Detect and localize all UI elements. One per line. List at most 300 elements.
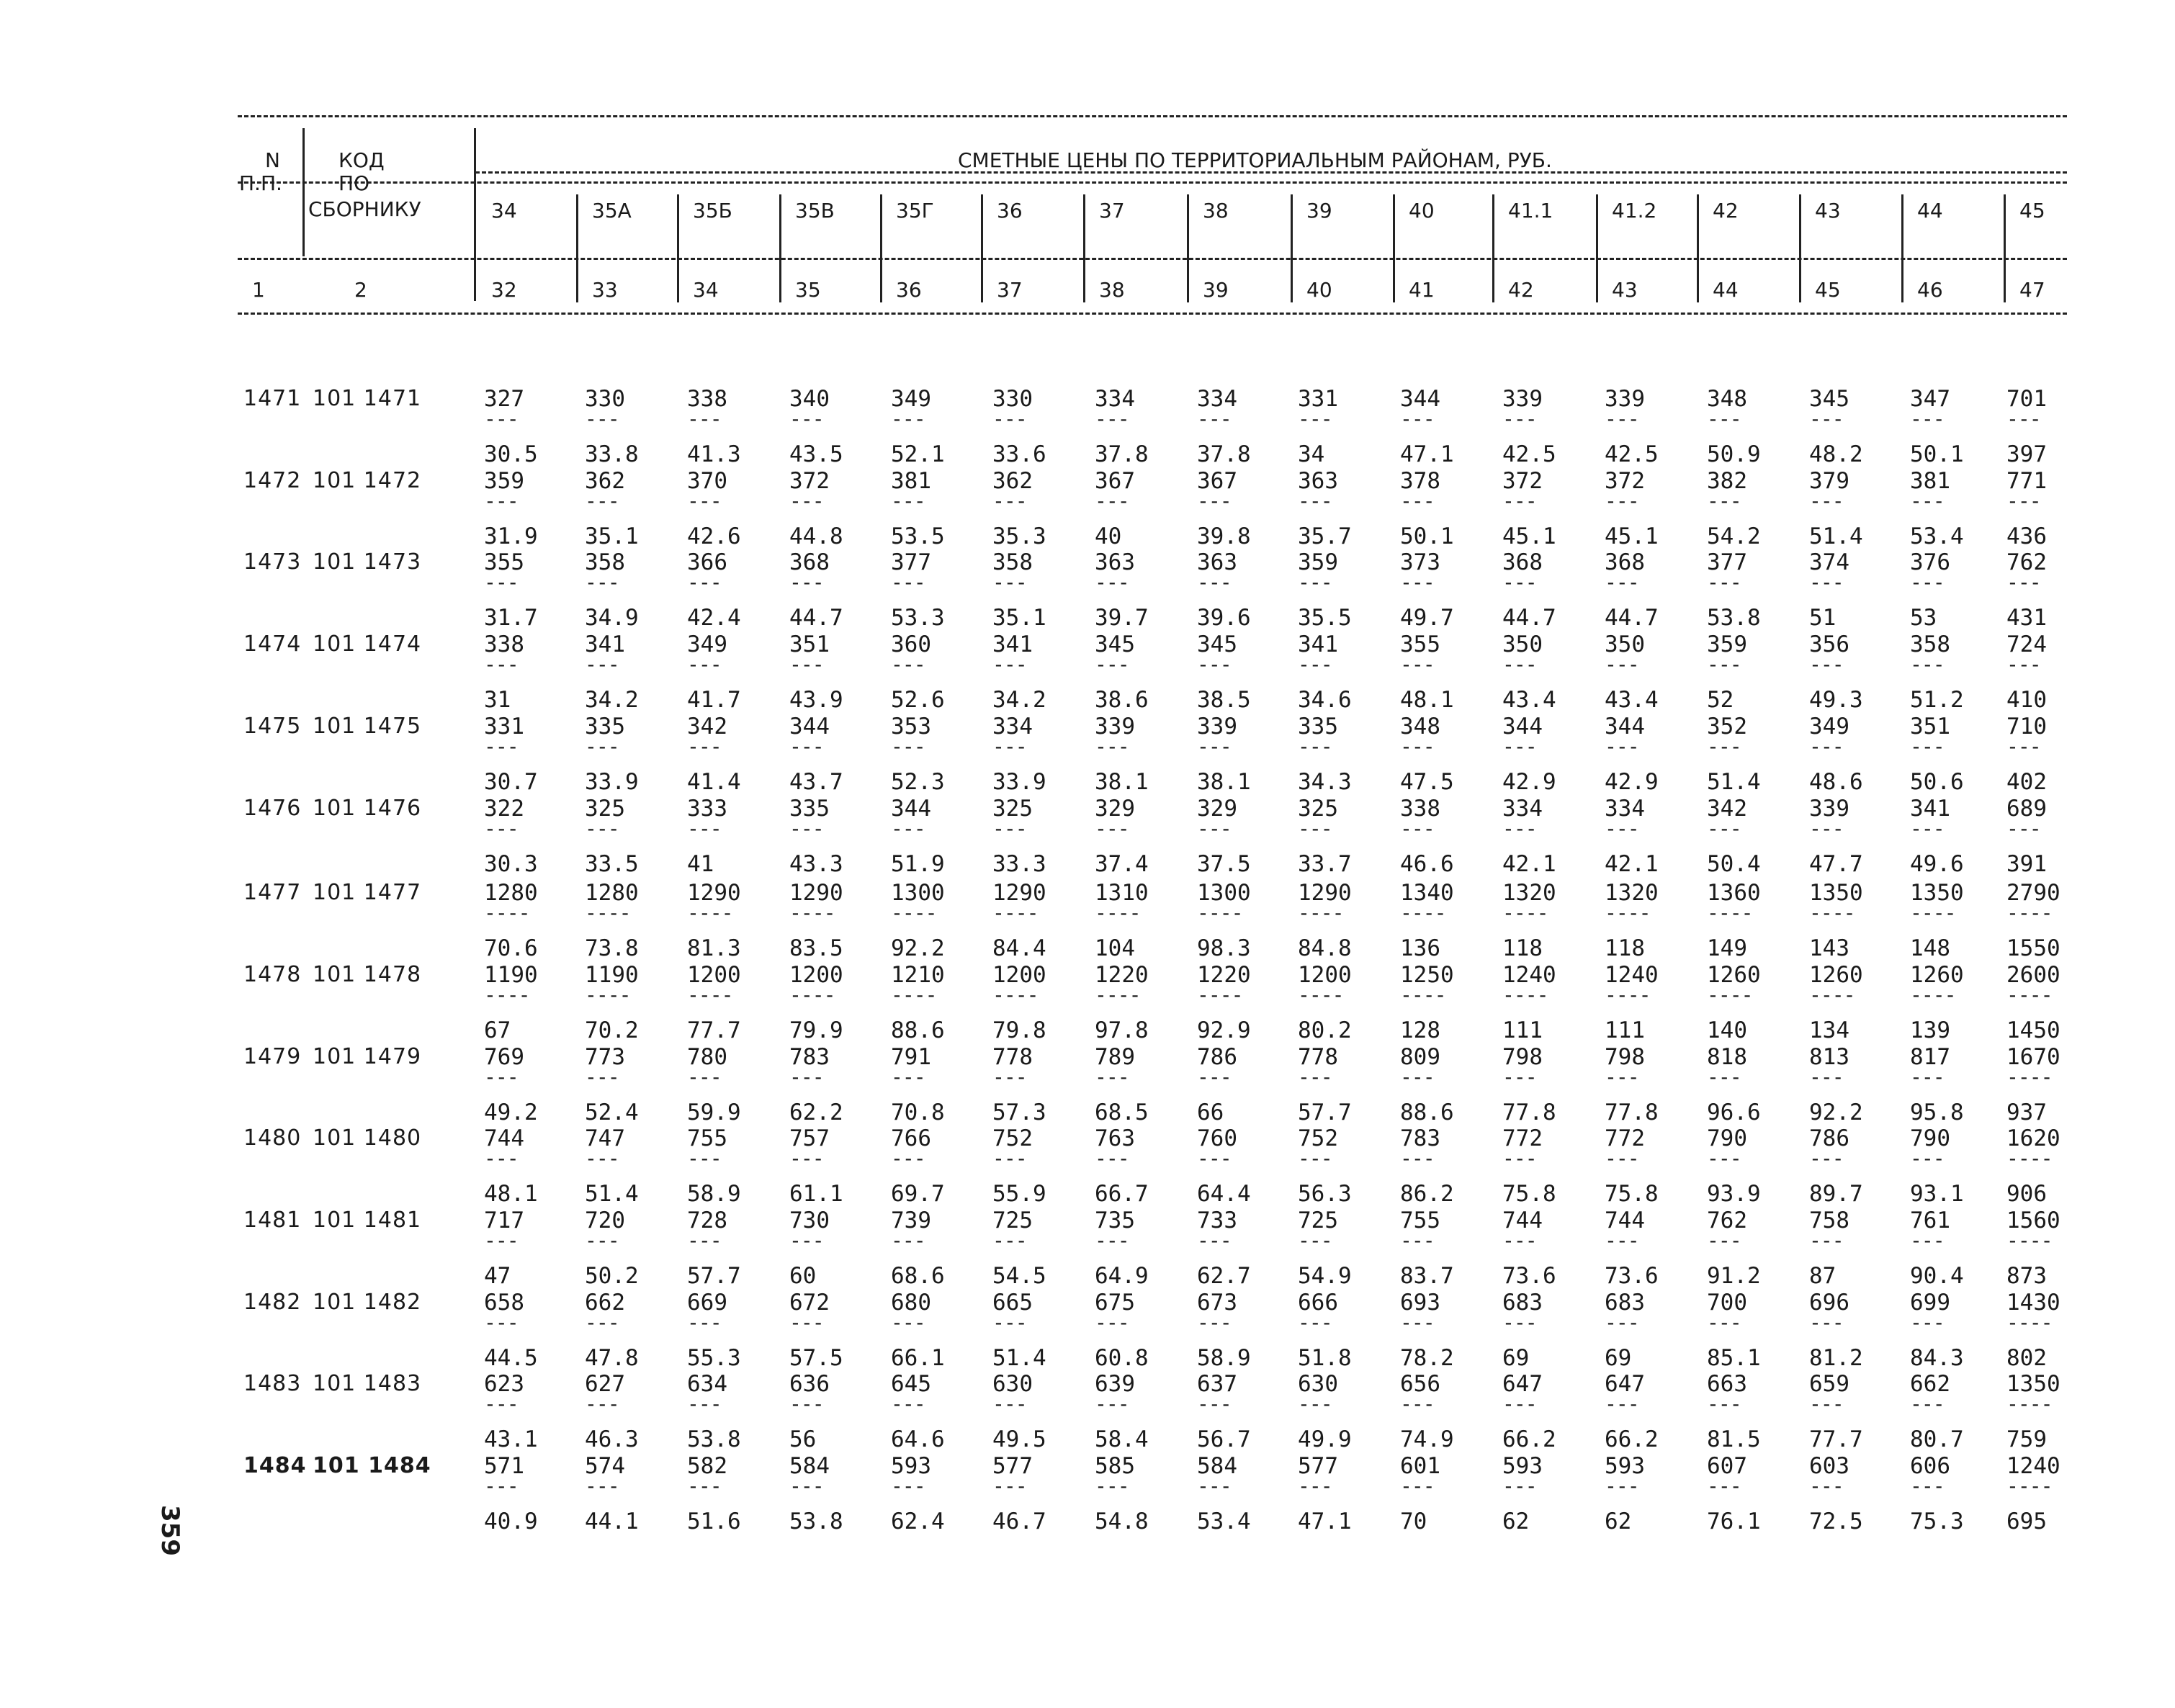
table-cell: 73.6 (1502, 1263, 1556, 1289)
table-cell: 62.2 (789, 1099, 843, 1125)
table-cell: 87 (1809, 1263, 1837, 1289)
table-cell: 48.6 (1809, 768, 1863, 795)
fraction-line: ---- (2006, 1392, 2053, 1416)
table-cell: 366 (687, 549, 727, 576)
table-cell: 335 (789, 795, 830, 822)
table-cell: 760 (1197, 1125, 1237, 1152)
table-cell: 1670 (2006, 1043, 2060, 1070)
col-separator (576, 194, 578, 302)
table-cell: 339 (1809, 795, 1849, 822)
fraction-line: --- (992, 652, 1027, 677)
table-cell: 50.2 (585, 1263, 639, 1289)
fraction-line: --- (1400, 1474, 1435, 1498)
table-cell: 744 (1502, 1208, 1543, 1233)
fraction-line: --- (1298, 652, 1332, 677)
fraction-line: --- (1298, 816, 1332, 840)
table-cell: 344 (789, 713, 830, 740)
table-cell: 48.2 (1809, 441, 1863, 467)
table-cell: 334 (1605, 795, 1645, 822)
table-cell: 70.6 (484, 935, 538, 962)
fraction-line: --- (1095, 488, 1129, 513)
table-cell: 367 (1197, 467, 1237, 494)
table-cell: 577 (992, 1453, 1033, 1480)
table-cell: 33.6 (992, 441, 1046, 467)
table-cell: 783 (1400, 1125, 1440, 1152)
row-code: 101 1484 (313, 1453, 431, 1479)
fraction-line: --- (1809, 407, 1844, 431)
fraction-line: --- (1605, 816, 1639, 840)
table-cell: 30.3 (484, 850, 538, 877)
fraction-line: --- (1095, 570, 1129, 595)
table-cell: 410 (2006, 687, 2047, 714)
table-cell: 755 (1400, 1208, 1440, 1233)
table-cell: 61.1 (789, 1181, 843, 1208)
table-cell: 93.9 (1707, 1181, 1761, 1208)
fraction-line: --- (1809, 734, 1844, 758)
table-cell: 62.4 (891, 1509, 945, 1535)
table-cell: 669 (687, 1289, 727, 1316)
table-cell: 367 (1095, 467, 1135, 494)
table-cell: 724 (2006, 631, 2047, 658)
table-cell: 1430 (2006, 1289, 2060, 1316)
header-pp: П.П. (239, 171, 282, 195)
table-cell: 38.5 (1197, 687, 1251, 714)
table-cell: 786 (1809, 1125, 1849, 1152)
fraction-line: --- (1095, 1392, 1129, 1416)
table-cell: 1200 (992, 961, 1046, 988)
table-cell: 31 (484, 687, 511, 714)
fraction-line: --- (1095, 1228, 1129, 1252)
table-cell: 349 (891, 386, 931, 412)
table-cell: 80.7 (1910, 1426, 1964, 1453)
table-cell: 118 (1502, 935, 1543, 962)
table-cell: 57.7 (687, 1263, 741, 1289)
table-cell: 47.1 (1298, 1509, 1352, 1535)
table-cell: 66 (1197, 1099, 1224, 1125)
table-cell: 41.4 (687, 768, 741, 795)
fraction-line: --- (789, 407, 824, 431)
fraction-line: --- (1197, 1392, 1232, 1416)
district-code: 39 (1306, 199, 1332, 223)
row-number: 1478 (243, 961, 302, 987)
fraction-line: --- (1605, 734, 1639, 758)
table-cell: 34.2 (585, 687, 639, 714)
fraction-line: --- (1707, 1228, 1741, 1252)
table-cell: 34 (1298, 441, 1325, 467)
table-cell: 585 (1095, 1453, 1135, 1480)
table-cell: 72.5 (1809, 1509, 1863, 1535)
fraction-line: ---- (2006, 1310, 2053, 1334)
table-cell: 339 (1197, 713, 1237, 740)
table-cell: 1350 (2006, 1371, 2060, 1398)
table-cell: 43.7 (789, 768, 843, 795)
table-cell: 358 (585, 549, 625, 576)
table-cell: 43.1 (484, 1426, 538, 1453)
fraction-line: --- (789, 816, 824, 840)
table-cell: 325 (585, 795, 625, 822)
fraction-line: --- (585, 570, 619, 595)
district-code: 35Б (693, 199, 732, 223)
fraction-line: --- (1502, 1310, 1537, 1334)
fraction-line: --- (789, 1146, 824, 1171)
fraction-line: ---- (1400, 982, 1446, 1007)
table-cell: 91.2 (1707, 1263, 1761, 1289)
col-separator (1492, 194, 1494, 302)
table-cell: 33.3 (992, 850, 1046, 877)
column-number: 47 (2019, 278, 2045, 302)
table-cell: 33.8 (585, 441, 639, 467)
fraction-line: --- (687, 1392, 722, 1416)
table-cell: 571 (484, 1453, 524, 1480)
table-cell: 368 (1605, 549, 1645, 576)
row-number: 1479 (243, 1043, 302, 1069)
table-cell: 636 (789, 1371, 830, 1398)
table-cell: 798 (1502, 1043, 1543, 1070)
fraction-line: --- (1809, 1392, 1844, 1416)
table-cell: 601 (1400, 1453, 1440, 1480)
table-cell: 772 (1605, 1125, 1645, 1152)
table-cell: 1240 (1502, 961, 1556, 988)
fraction-line: --- (687, 1474, 722, 1498)
fraction-line: --- (1809, 1474, 1844, 1498)
fraction-line: --- (1400, 488, 1435, 513)
table-cell: 695 (2006, 1509, 2047, 1535)
header-rule (238, 181, 2067, 184)
col-separator (302, 128, 305, 256)
district-code: 35Г (896, 199, 934, 223)
table-cell: 35.5 (1298, 605, 1352, 631)
table-cell: 66.1 (891, 1344, 945, 1371)
table-cell: 90.4 (1910, 1263, 1964, 1289)
fraction-line: --- (1298, 488, 1332, 513)
district-code: 38 (1203, 199, 1229, 223)
fraction-line: --- (585, 1392, 619, 1416)
fraction-line: --- (585, 1064, 619, 1089)
table-cell: 1200 (687, 961, 741, 988)
fraction-line: --- (1197, 734, 1232, 758)
fraction-line: --- (1197, 1310, 1232, 1334)
table-cell: 55.9 (992, 1181, 1046, 1208)
fraction-line: --- (1298, 1310, 1332, 1334)
table-cell: 780 (687, 1043, 727, 1070)
fraction-line: --- (992, 1310, 1027, 1334)
fraction-line: ---- (687, 901, 733, 925)
table-cell: 603 (1809, 1453, 1849, 1480)
table-cell: 75.3 (1910, 1509, 1964, 1535)
fraction-line: --- (1197, 1474, 1232, 1498)
fraction-line: ---- (1910, 901, 1956, 925)
fraction-line: --- (789, 488, 824, 513)
column-number: 42 (1508, 278, 1534, 302)
table-cell: 41 (687, 850, 714, 877)
table-cell: 33.5 (585, 850, 639, 877)
table-cell: 42.5 (1502, 441, 1556, 467)
table-cell: 739 (891, 1208, 931, 1233)
fraction-line: ---- (1400, 901, 1446, 925)
table-cell: 339 (1095, 713, 1135, 740)
table-cell: 662 (585, 1289, 625, 1316)
fraction-line: --- (1809, 652, 1844, 677)
fraction-line: ---- (1707, 982, 1753, 1007)
table-cell: 1240 (2006, 1453, 2060, 1480)
fraction-line: --- (1910, 1310, 1945, 1334)
table-cell: 772 (1502, 1125, 1543, 1152)
table-cell: 51.4 (585, 1181, 639, 1208)
table-cell: 47.8 (585, 1344, 639, 1371)
column-number: 38 (1099, 278, 1125, 302)
fraction-line: --- (1910, 407, 1945, 431)
fraction-line: --- (2006, 407, 2041, 431)
table-cell: 334 (1197, 386, 1237, 412)
table-cell: 38.1 (1197, 768, 1251, 795)
row-code: 101 1472 (313, 467, 422, 493)
column-number: 33 (592, 278, 618, 302)
table-cell: 73.8 (585, 935, 639, 962)
table-cell: 34.3 (1298, 768, 1352, 795)
table-cell: 52.6 (891, 687, 945, 714)
table-cell: 353 (891, 713, 931, 740)
fraction-line: --- (1707, 1392, 1741, 1416)
fraction-line: --- (992, 734, 1027, 758)
table-cell: 69 (1502, 1344, 1530, 1371)
table-cell: 744 (1605, 1208, 1645, 1233)
fraction-line: ---- (1605, 982, 1651, 1007)
fraction-line: --- (992, 1228, 1027, 1252)
table-cell: 148 (1910, 935, 1950, 962)
fraction-line: --- (1707, 1064, 1741, 1089)
table-cell: 44.5 (484, 1344, 538, 1371)
fraction-line: --- (789, 1228, 824, 1252)
table-cell: 701 (2006, 386, 2047, 412)
table-cell: 341 (1298, 631, 1338, 658)
table-cell: 630 (1298, 1371, 1338, 1398)
table-cell: 52 (1707, 687, 1734, 714)
table-cell: 128 (1400, 1017, 1440, 1043)
table-cell: 350 (1502, 631, 1543, 658)
table-cell: 368 (789, 549, 830, 576)
fraction-line: --- (687, 407, 722, 431)
table-cell: 341 (1910, 795, 1950, 822)
fraction-line: --- (1095, 1064, 1129, 1089)
fraction-line: --- (1298, 1474, 1332, 1498)
table-cell: 93.1 (1910, 1181, 1964, 1208)
table-cell: 381 (1910, 467, 1950, 494)
fraction-line: --- (1809, 488, 1844, 513)
table-cell: 111 (1605, 1017, 1645, 1043)
table-cell: 778 (992, 1043, 1033, 1070)
table-cell: 391 (2006, 850, 2047, 877)
table-cell: 798 (1605, 1043, 1645, 1070)
fraction-line: --- (789, 652, 824, 677)
table-cell: 88.6 (1400, 1099, 1454, 1125)
table-cell: 56.3 (1298, 1181, 1352, 1208)
table-cell: 136 (1400, 935, 1440, 962)
fraction-line: --- (1502, 1474, 1537, 1498)
fraction-line: --- (484, 1064, 519, 1089)
table-cell: 79.9 (789, 1017, 843, 1043)
table-cell: 1260 (1809, 961, 1863, 988)
table-cell: 755 (687, 1125, 727, 1152)
fraction-line: --- (891, 488, 925, 513)
table-cell: 662 (1910, 1371, 1950, 1398)
table-cell: 627 (585, 1371, 625, 1398)
table-cell: 362 (585, 467, 625, 494)
fraction-line: --- (1095, 652, 1129, 677)
table-cell: 338 (687, 386, 727, 412)
fraction-line: --- (1605, 1064, 1639, 1089)
table-cell: 88.6 (891, 1017, 945, 1043)
fraction-line: --- (1298, 407, 1332, 431)
fraction-line: --- (992, 816, 1027, 840)
table-cell: 47.1 (1400, 441, 1454, 467)
table-cell: 70 (1400, 1509, 1427, 1535)
table-cell: 683 (1502, 1289, 1543, 1316)
table-cell: 43.9 (789, 687, 843, 714)
fraction-line: --- (1707, 407, 1741, 431)
row-code: 101 1474 (313, 631, 422, 657)
table-cell: 51.4 (992, 1344, 1046, 1371)
table-cell: 752 (1298, 1125, 1338, 1152)
fraction-line: --- (992, 1392, 1027, 1416)
table-cell: 771 (2006, 467, 2047, 494)
table-cell: 96.6 (1707, 1099, 1761, 1125)
table-cell: 46.6 (1400, 850, 1454, 877)
table-cell: 356 (1809, 631, 1849, 658)
table-cell: 344 (1605, 713, 1645, 740)
table-cell: 49.2 (484, 1099, 538, 1125)
table-cell: 1200 (1298, 961, 1352, 988)
table-cell: 683 (1605, 1289, 1645, 1316)
district-code: 42 (1713, 199, 1739, 223)
table-cell: 359 (1298, 549, 1338, 576)
row-code: 101 1481 (313, 1208, 422, 1233)
column-number: 35 (795, 278, 821, 302)
table-cell: 593 (1605, 1453, 1645, 1480)
table-cell: 35.1 (992, 605, 1046, 631)
fraction-line: --- (891, 1064, 925, 1089)
table-cell: 802 (2006, 1344, 2047, 1371)
row-number: 1477 (243, 880, 302, 906)
fraction-line: --- (1910, 652, 1945, 677)
column-number: 34 (693, 278, 719, 302)
table-cell: 58.4 (1095, 1426, 1149, 1453)
table-cell: 358 (1910, 631, 1950, 658)
table-cell: 34.2 (992, 687, 1046, 714)
table-cell: 360 (891, 631, 931, 658)
fraction-line: --- (1809, 816, 1844, 840)
fraction-line: --- (1197, 1064, 1232, 1089)
fraction-line: ---- (2006, 982, 2053, 1007)
fraction-line: ---- (789, 901, 835, 925)
table-cell: 51.4 (1809, 523, 1863, 549)
table-cell: 377 (1707, 549, 1747, 576)
fraction-line: --- (789, 570, 824, 595)
table-cell: 52.3 (891, 768, 945, 795)
fraction-line: --- (1197, 407, 1232, 431)
fraction-line: --- (1400, 652, 1435, 677)
table-cell: 2790 (2006, 880, 2060, 907)
table-cell: 817 (1910, 1043, 1950, 1070)
fraction-line: --- (1502, 652, 1537, 677)
table-cell: 83.5 (789, 935, 843, 962)
table-cell: 349 (1809, 713, 1849, 740)
table-cell: 42.9 (1502, 768, 1556, 795)
fraction-line: --- (585, 1146, 619, 1171)
fraction-line: --- (2006, 652, 2041, 677)
fraction-line: --- (1400, 1310, 1435, 1334)
table-cell: 338 (484, 631, 524, 658)
table-cell: 335 (585, 713, 625, 740)
fraction-line: --- (484, 1310, 519, 1334)
district-code: 41.1 (1508, 199, 1553, 223)
table-cell: 92.9 (1197, 1017, 1251, 1043)
fraction-line: --- (585, 816, 619, 840)
table-cell: 49.5 (992, 1426, 1046, 1453)
table-cell: 77.7 (687, 1017, 741, 1043)
fraction-line: --- (687, 570, 722, 595)
table-cell: 348 (1707, 386, 1747, 412)
fraction-line: --- (1910, 488, 1945, 513)
table-cell: 1320 (1605, 880, 1659, 907)
table-cell: 666 (1298, 1289, 1338, 1316)
fraction-line: --- (1298, 734, 1332, 758)
column-number: 36 (896, 278, 922, 302)
table-cell: 118 (1605, 935, 1645, 962)
table-cell: 762 (2006, 549, 2047, 576)
table-cell: 1290 (687, 880, 741, 907)
table-cell: 1290 (992, 880, 1046, 907)
fraction-line: --- (1400, 1392, 1435, 1416)
table-cell: 53.8 (1707, 605, 1761, 631)
table-cell: 766 (891, 1125, 931, 1152)
table-cell: 58.9 (1197, 1344, 1251, 1371)
table-cell: 358 (992, 549, 1033, 576)
table-cell: 431 (2006, 605, 2047, 631)
table-cell: 374 (1809, 549, 1849, 576)
fraction-line: --- (891, 570, 925, 595)
table-cell: 1310 (1095, 880, 1149, 907)
table-cell: 348 (1400, 713, 1440, 740)
table-cell: 1550 (2006, 935, 2060, 962)
table-cell: 43.4 (1605, 687, 1659, 714)
table-cell: 139 (1910, 1017, 1950, 1043)
table-cell: 1560 (2006, 1208, 2060, 1233)
table-cell: 725 (992, 1208, 1033, 1233)
table-cell: 322 (484, 795, 524, 822)
table-cell: 55.3 (687, 1344, 741, 1371)
fraction-line: --- (789, 1310, 824, 1334)
table-cell: 761 (1910, 1208, 1950, 1233)
table-cell: 327 (484, 386, 524, 412)
table-cell: 34.6 (1298, 687, 1352, 714)
table-cell: 43.3 (789, 850, 843, 877)
header-rule (238, 115, 2067, 117)
table-cell: 70.8 (891, 1099, 945, 1125)
fraction-line: --- (1197, 488, 1232, 513)
fraction-line: --- (789, 734, 824, 758)
table-cell: 35.1 (585, 523, 639, 549)
table-cell: 53.3 (891, 605, 945, 631)
table-cell: 762 (1707, 1208, 1747, 1233)
district-code: 35А (592, 199, 632, 223)
table-cell: 647 (1605, 1371, 1645, 1398)
table-cell: 773 (585, 1043, 625, 1070)
table-cell: 54.9 (1298, 1263, 1352, 1289)
table-cell: 725 (1298, 1208, 1338, 1233)
table-cell: 341 (992, 631, 1033, 658)
table-cell: 42.9 (1605, 768, 1659, 795)
fraction-line: --- (1707, 1146, 1741, 1171)
